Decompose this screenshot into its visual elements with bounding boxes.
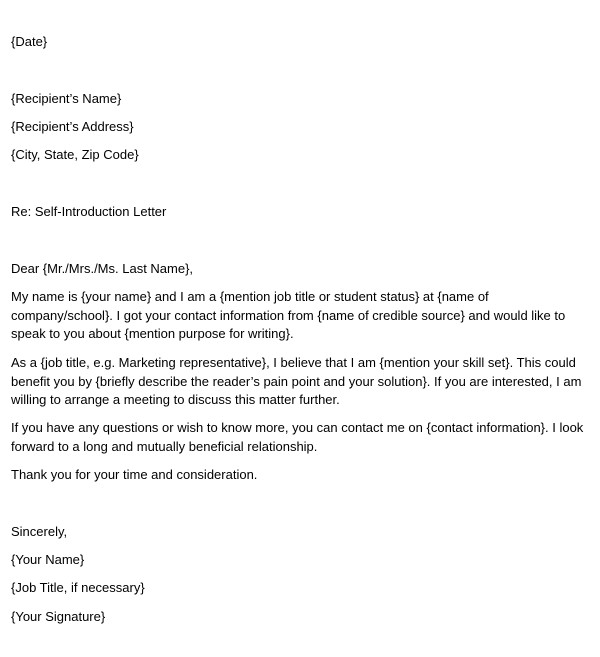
subject-line: Re: Self-Introduction Letter (11, 204, 167, 219)
body-paragraph-3 (11, 419, 583, 456)
recipient-address: {Recipient’s Address} (11, 119, 134, 134)
body-paragraph-2-line: benefit you by {briefly describe the reader’s pain point and your solution}. If you are interested, I am (11, 373, 582, 389)
body-paragraph-1-line: My name is {your name} and I am a {mention job title or student status} at {name of (11, 289, 489, 304)
body-paragraph-2-line: willing to arrange a meeting to discuss this matter further. (11, 392, 340, 408)
sender-job-title: {Job Title, if necessary} (11, 580, 145, 595)
body-paragraph-1-line: company/school}. I got your contact information from {name of credible source} and would like to (11, 307, 566, 323)
body-paragraph-2-line: As a {job title, e.g. Marketing representative}, I believe that I am {mention your skill set}. This could (11, 355, 576, 370)
salutation: Dear {Mr./Mrs./Ms. Last Name}, (11, 261, 194, 276)
body-paragraph-1 (11, 288, 583, 344)
closing: Sincerely, (11, 524, 68, 539)
date-line: {Date} (11, 34, 48, 49)
sender-signature: {Your Signature} (11, 609, 106, 624)
body-paragraph-3-line: If you have any questions or wish to know more, you can contact me on {contact information}. I look (11, 420, 584, 435)
body-paragraph-4: Thank you for your time and consideration. (11, 467, 258, 482)
body-paragraph-2 (11, 354, 583, 410)
body-paragraph-3-line: forward to a long and mutually beneficial relationship. (11, 438, 318, 454)
body-paragraph-1-line: speak to you about {mention purpose for writing}. (11, 326, 294, 342)
recipient-name: {Recipient’s Name} (11, 91, 122, 106)
recipient-city-state-zip: {City, State, Zip Code} (11, 147, 139, 162)
sender-name: {Your Name} (11, 552, 85, 567)
